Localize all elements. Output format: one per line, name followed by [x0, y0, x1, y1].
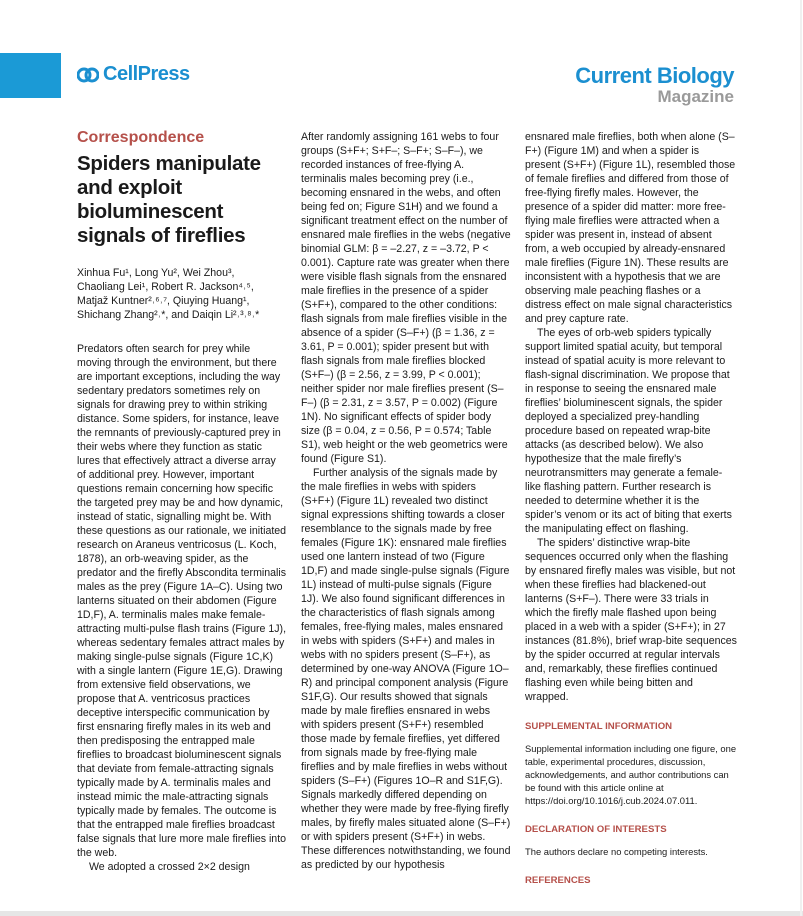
body-paragraph: ensnared male fireflies, both when alone (S–F+) (Figure 1M) and when a spider is present (S+F+) (Figure 1L), resembled those of female fireflies and differed from those of free-flying firefly males. However, the presence of a spider did matter: more free-flying male fireflies were attracted when a spider was present in, instead of absent from, a web occupied by already-ensnared male fireflies (Figure 1N). These results are inconsistent with a hypothesis that we are observing male peaching flashes or a distress effect on male signal characteristics and prey capture rate.	[525, 131, 736, 325]
cellpress-logo	[77, 63, 190, 86]
body-paragraph: Predators often search for prey while moving through the environment, but there are important exceptions, including the way sedentary predators sometimes rely on signals for drawing prey to within striking distance. Some spiders, for instance, leave the remnants of previously-captured prey in their webs where they function as static lures that effectively attract a diverse array of additional prey. However, important questions remain concerning how specific the targeted prey may be and how dynamic, instead of static, signalling might be. With these questions as our rationale, we initiated research on Araneus ventricosus (L. Koch, 1878), an orb-weaving spider, as the predator and the firefly Abscondita terminalis males as the prey (Figure 1A–C). Using two lanterns situated on their abdomen (Figure 1D,F), A. terminalis males make female-attracting multi-pulse flash trains (Figure 1J), whereas sedentary females attract males by making single-pulse signals (Figure 1C,K) with a single lantern (Figure 1E,G). Drawing from extensive field observations, we propose that A. ventricosus practices deceptive interspecific communication by first ensnaring firefly males in its web and then predisposing the entrapped male fireflies to broadcast bioluminescent signals that deviate from female-attracting signals typically made by A. terminalis males and instead mimic the male-attracting signals typically made by females. The outcome is that the entrapped male fireflies broadcast false signals that lure more male fireflies into the web.	[77, 343, 287, 859]
body-paragraph: We adopted a crossed 2×2 design	[89, 861, 250, 873]
body-paragraph: The spiders’ distinctive wrap-bite sequences occurred only when the flashing by ensnared firefly males was visible, but not when these fireflies had blackened-out lanterns (S+F–). There were 33 trials in which the firefly male flashed upon being placed in a web with a spider (S+F+); in 27 instances (81.8%), brief wrap-bite sequences by the spider occurred at regular intervals and, remarkably, these fireflies continued flashing even while being bitten and wrapped.	[525, 537, 737, 703]
authors-line: Shichang Zhang²˒*, and Daiqin Li²˒³˒⁸˒*	[77, 309, 260, 321]
references-heading: REFERENCES	[525, 875, 591, 886]
body-paragraph: After randomly assigning 161 webs to four groups (S+F+; S+F–; S–F+; S–F–), we recorded instances of free-flying A. terminalis males becoming prey (i.e., becoming ensnared in the webs, and often being fed on; Figure S1H) and we found a significant treatment effect on the number of ensnared male fireflies in the webs (negative binomial GLM: β = –2.27, z = –3.72, P < 0.001). Capture rate was greater when there were visible flash signals from the ensnared male fireflies in the presence of a spider (S+F+), compared to the other conditions: flash signals from male fireflies visible in the absence of a spider (S–F+) (β = 1.36, z = 3.61, P = 0.001); spider present but with flash signals from male fireflies blocked (S+F–) (β = 2.56, z = 3.99, P < 0.001); neither spider nor male fireflies present (S–F–) (β = 2.31, z = 3.57, P = 0.002) (Figure 1N). No significant effects of spider body size (β = 0.04, z = 0.56, P = 0.574; Table S1), web height or the web geometrics were found (Figure S1).	[301, 131, 511, 465]
article-title: Spiders manipulate and exploit bioluminescent signals of fireflies	[77, 152, 261, 247]
column-2	[301, 130, 511, 872]
section-label: Correspondence	[77, 129, 205, 146]
page-edge	[800, 0, 802, 916]
publisher-name: CellPress	[103, 63, 190, 85]
author-list	[77, 266, 287, 322]
journal-masthead	[575, 64, 734, 106]
page-footer-bar	[0, 911, 803, 916]
journal-name: Current Biology	[575, 63, 734, 88]
body-paragraph: The eyes of orb-web spiders typically support limited spatial acuity, but temporal instead of spatial acuity is more relevant to flash-signal discrimination. We propose that in response to seeing the ensnared male fireflies’ bioluminescent signals, the spider deployed a specialized prey-handling procedure based on repeated wrap-bite attacks (as described below). We also hypothesize that the male firefly’s neurotransmitters may generate a female-like flashing pattern. Further research is needed to determine whether it is the spider’s venom or its act of biting that exerts the manipulating effect on flashing.	[525, 327, 732, 535]
column-1	[77, 128, 287, 874]
cellpress-logo-icon	[77, 65, 99, 85]
body-paragraph: Further analysis of the signals made by the male fireflies in webs with spiders (S+F+) (Figure 1L) revealed two distinct signal expressions shifting towards a closer resemblance to the signals made by free females (Figure 1K): ensnared male fireflies used one lantern instead of two (Figure 1D,F) and made single-pulse signals (Figure 1L) instead of multi-pulse signals (Figure 1J). We also found significant differences in the characteristics of flash signals among females, free-flying males, males ensnared in webs with spiders (S+F+) and males in webs with no spiders present (S–F+), as determined by one-way ANOVA (Figure 1O–R) and principal component analysis (Figure S1F,G). Our results showed that signals made by male fireflies ensnared in webs with spiders present (S+F+) resembled those made by female fireflies, yet differed from signals made by free-flying male fireflies and by male fireflies in webs without spiders (S–F+) (Figures 1O–R and S1F,G). Signals markedly differed depending on whether they were made by free-flying firefly males, by firefly males situated alone (S–F+) or with spiders present (S+F+) in webs. These differences notwithstanding, we found as predicted by our hypothesis	[301, 467, 511, 871]
authors-line: Matjaž Kuntner²˒⁶˒⁷, Qiuying Huang¹,	[77, 295, 250, 307]
column-3	[525, 130, 737, 896]
supplemental-text: Supplemental information including one figure, one table, experimental procedures, discussion, acknowledgements, and author contributions can be found with this article online at https://doi.org/10.1016/j.cub.2024.07.011.	[525, 743, 737, 806]
side-tab	[0, 53, 61, 98]
declaration-heading: DECLARATION OF INTERESTS	[525, 824, 667, 835]
journal-subtitle: Magazine	[657, 87, 734, 106]
supplemental-heading: SUPPLEMENTAL INFORMATION	[525, 721, 673, 732]
authors-line: Xinhua Fu¹, Long Yu², Wei Zhou³,	[77, 267, 235, 279]
declaration-text: The authors declare no competing interests.	[525, 846, 708, 857]
authors-line: Chaoliang Lei¹, Robert R. Jackson⁴˒⁵,	[77, 281, 254, 293]
